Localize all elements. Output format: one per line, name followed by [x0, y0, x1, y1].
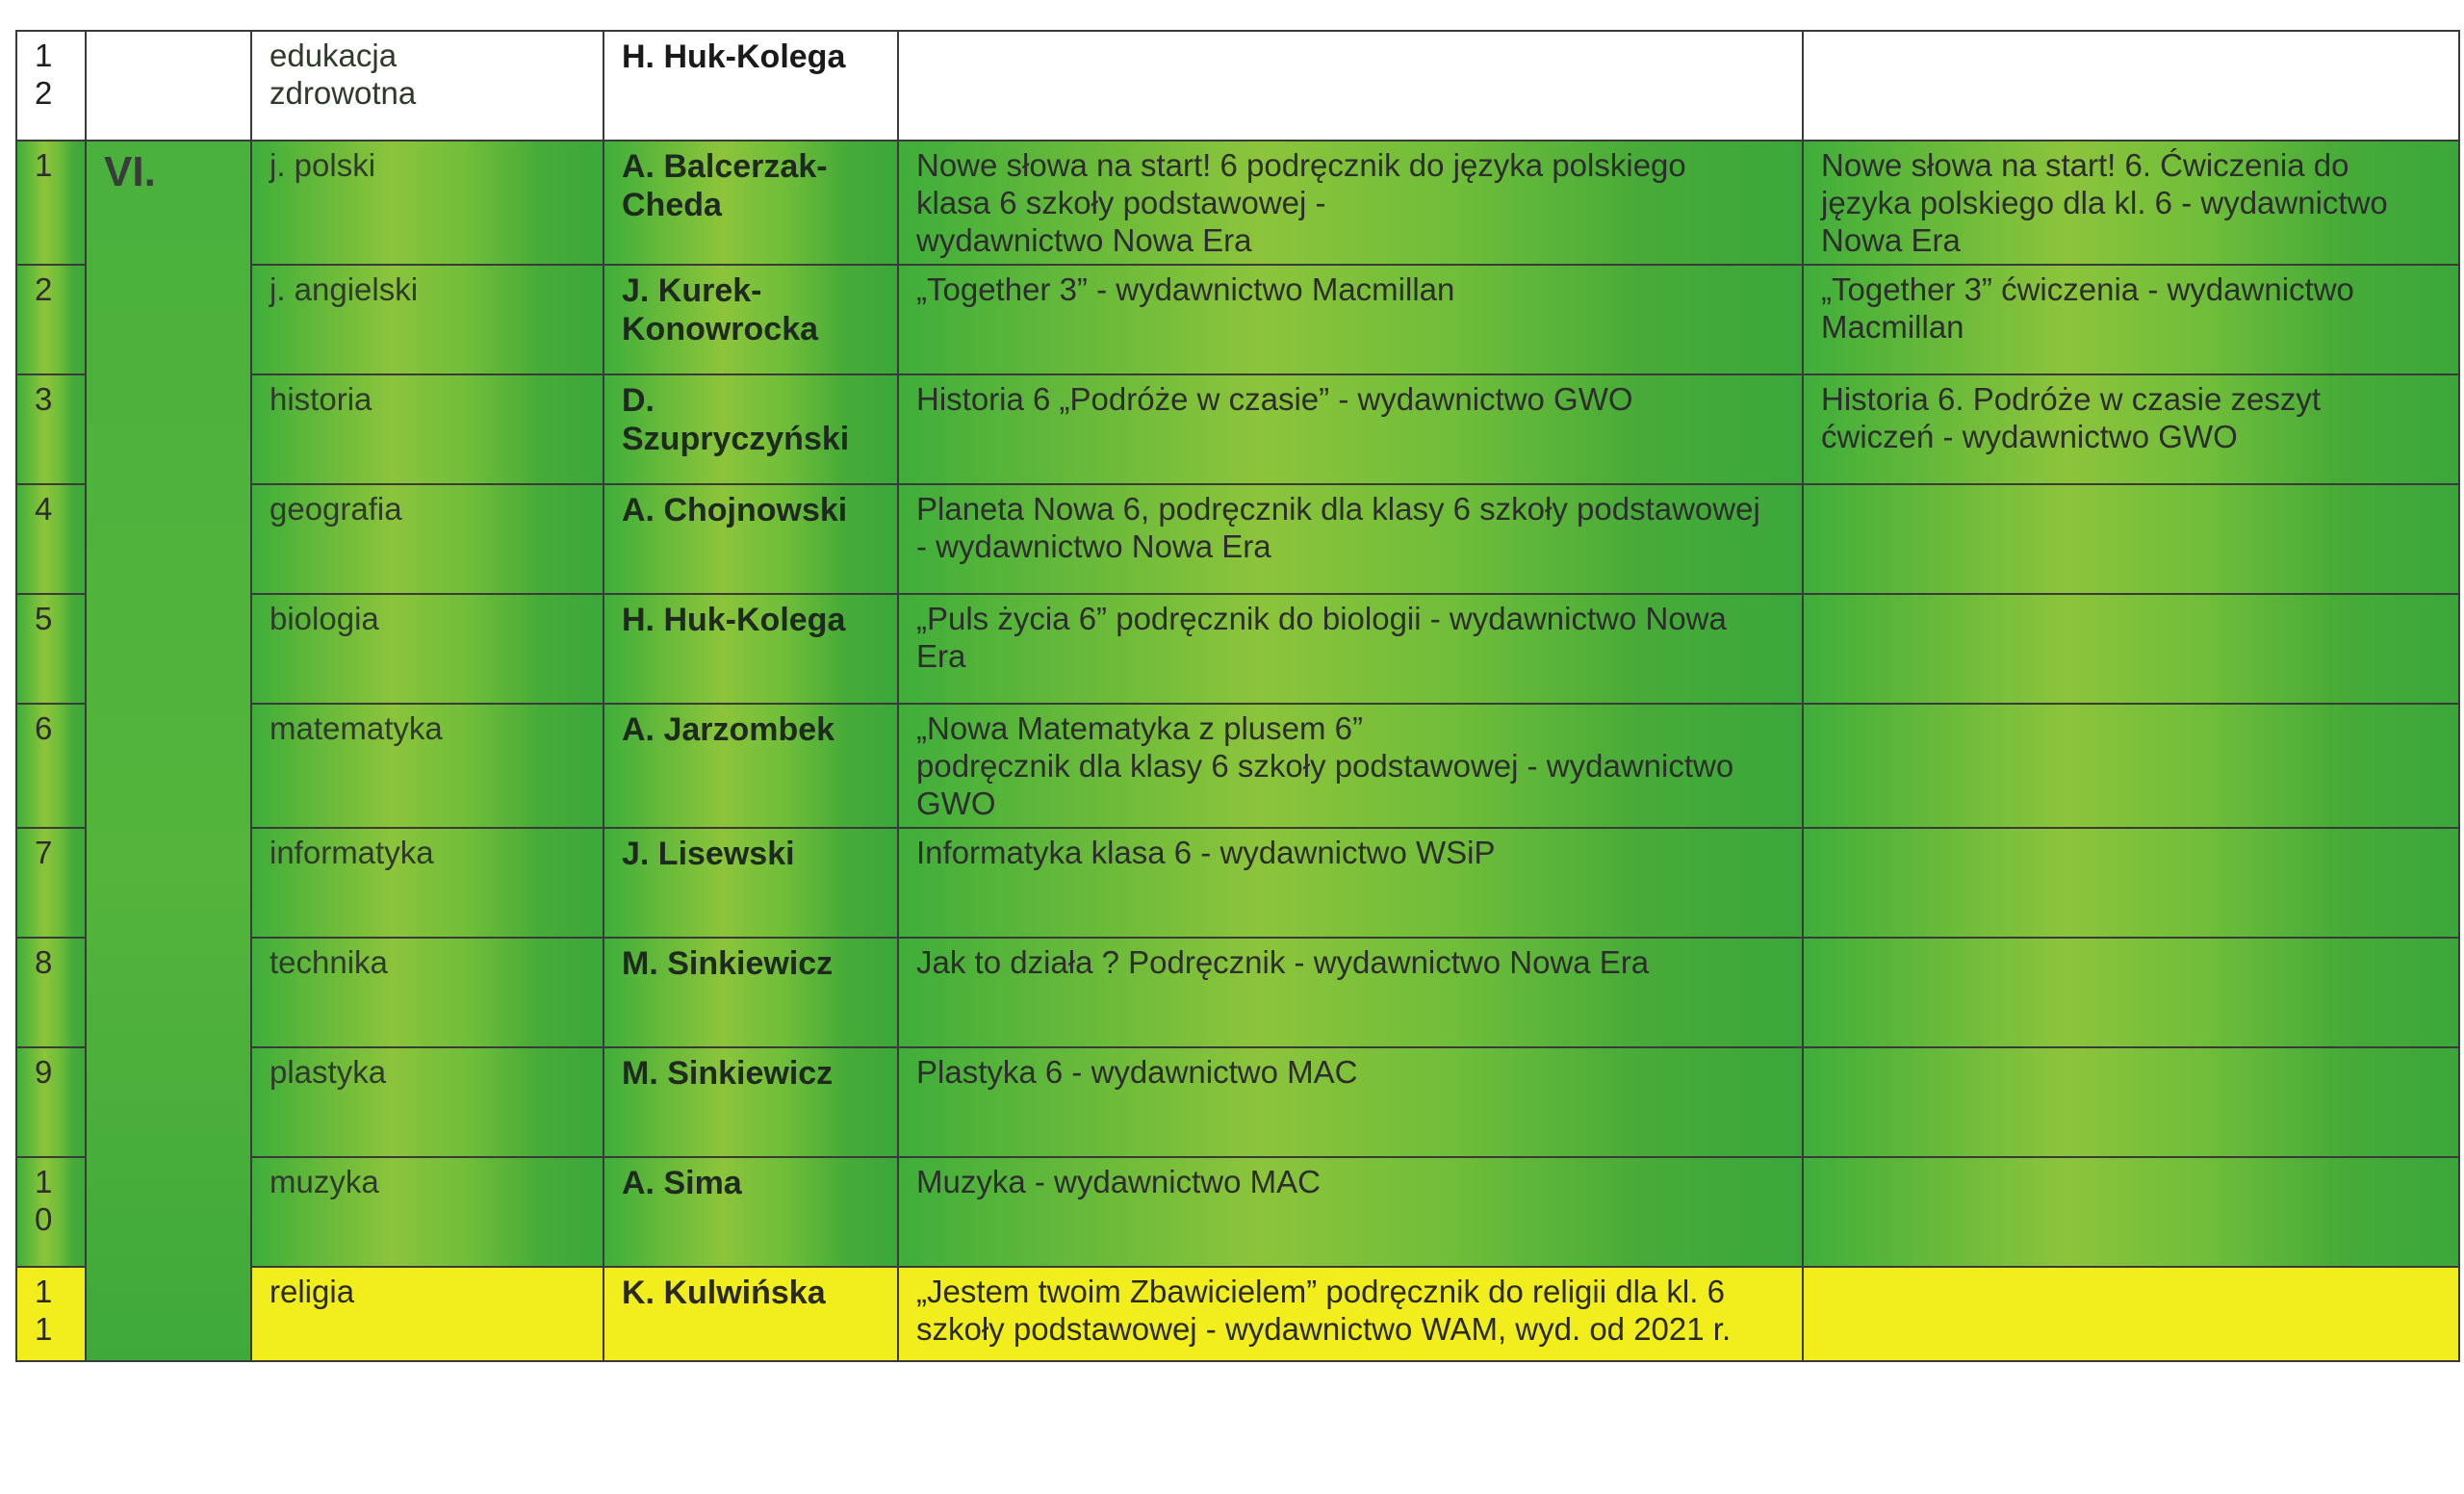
teacher-line: K. Kulwińska	[622, 1274, 826, 1311]
teacher-line: M. Sinkiewicz	[622, 1054, 834, 1092]
teacher-line: A. Jarzombek	[622, 710, 835, 748]
textbook-line: Planeta Nowa 6, podręcznik dla klasy 6 szkoły podstawowej	[916, 490, 1760, 527]
teacher-cell	[603, 374, 898, 484]
subject-cell: muzyka	[251, 1157, 603, 1267]
textbook-line: Historia 6 „Podróże w czasie” - wydawnictwo GWO	[916, 380, 1633, 417]
subject-cell: matematyka	[251, 704, 603, 828]
table-row	[16, 141, 2459, 265]
textbook-line: Muzyka - wydawnictwo MAC	[916, 1163, 1321, 1199]
row-number: 10	[16, 1157, 86, 1267]
exercises-line: języka polskiego dla kl. 6 - wydawnictwo	[1821, 184, 2388, 220]
teacher-cell	[603, 1157, 898, 1267]
table-row	[16, 828, 2459, 938]
row-number: 3	[16, 374, 86, 484]
exercises-cell	[1803, 141, 2459, 265]
row-number: 7	[16, 828, 86, 938]
teacher-line: A. Balcerzak-	[622, 148, 828, 185]
teacher-cell	[603, 938, 898, 1047]
subject-line: edukacja	[270, 38, 398, 73]
textbook-cell	[898, 31, 1803, 141]
textbook-cell	[898, 265, 1803, 374]
textbook-cell	[898, 484, 1803, 594]
table-row	[16, 31, 2459, 141]
exercises-cell	[1803, 1267, 2459, 1361]
subject-cell: j. polski	[251, 141, 603, 265]
exercises-cell	[1803, 31, 2459, 141]
teacher-line: J. Kurek-	[622, 271, 762, 309]
teacher-line: Konowrocka	[622, 310, 819, 348]
exercises-cell	[1803, 938, 2459, 1047]
textbook-line: klasa 6 szkoły podstawowej -	[916, 184, 1326, 220]
subject-cell: technika	[251, 938, 603, 1047]
table-row	[16, 704, 2459, 828]
textbook-line: Jak to działa ? Podręcznik - wydawnictwo Nowa Era	[916, 943, 1650, 980]
row-number: 2	[16, 265, 86, 374]
textbook-table	[15, 30, 2460, 1362]
teacher-cell: H. Huk-Kolega	[603, 31, 898, 141]
exercises-cell	[1803, 484, 2459, 594]
subject-cell: plastyka	[251, 1047, 603, 1157]
exercises-line: Historia 6. Podróże w czasie zeszyt	[1821, 380, 2322, 417]
textbook-cell	[898, 374, 1803, 484]
teacher-cell	[603, 484, 898, 594]
table-row	[16, 594, 2459, 704]
row-number: 9	[16, 1047, 86, 1157]
textbook-cell	[898, 594, 1803, 704]
teacher-cell	[603, 1047, 898, 1157]
subject-line: zdrowotna	[270, 74, 417, 111]
textbook-line: Informatyka klasa 6 - wydawnictwo WSiP	[916, 834, 1496, 870]
table-row	[16, 265, 2459, 374]
teacher-line: J. Lisewski	[622, 835, 795, 872]
table-row	[16, 1047, 2459, 1157]
table-row	[16, 1267, 2459, 1361]
class-label: VI.	[86, 141, 251, 1361]
subject-cell: informatyka	[251, 828, 603, 938]
exercises-line: Nowa Era	[1821, 221, 1961, 258]
exercises-line: ćwiczeń - wydawnictwo GWO	[1821, 418, 2238, 454]
exercises-line: Macmillan	[1821, 308, 1964, 345]
textbook-line: „Together 3” - wydawnictwo Macmillan	[916, 270, 1455, 307]
textbook-line: „Puls życia 6” podręcznik do biologii - wydawnictwo Nowa	[916, 600, 1727, 636]
textbook-line: szkoły podstawowej - wydawnictwo WAM, wyd. od 2021 r.	[916, 1310, 1732, 1347]
exercises-cell	[1803, 265, 2459, 374]
row-number: 11	[16, 1267, 86, 1361]
textbook-cell	[898, 704, 1803, 828]
textbook-line: Nowe słowa na start! 6 podręcznik do języka polskiego	[916, 147, 1686, 183]
row-number: 6	[16, 704, 86, 828]
textbook-cell	[898, 1157, 1803, 1267]
exercises-line: Nowe słowa na start! 6. Ćwiczenia do	[1821, 147, 2349, 183]
teacher-cell	[603, 594, 898, 704]
textbook-cell	[898, 828, 1803, 938]
row-number: 5	[16, 594, 86, 704]
textbook-line: GWO	[916, 785, 996, 821]
teacher-cell	[603, 704, 898, 828]
subject-cell	[251, 31, 603, 141]
teacher-line: D.	[622, 381, 654, 419]
textbook-cell	[898, 1047, 1803, 1157]
subject-cell: historia	[251, 374, 603, 484]
subject-cell: biologia	[251, 594, 603, 704]
teacher-line: H. Huk-Kolega	[622, 601, 846, 638]
class-cell	[86, 31, 251, 141]
textbook-cell	[898, 1267, 1803, 1361]
subject-cell: j. angielski	[251, 265, 603, 374]
textbook-line: Plastyka 6 - wydawnictwo MAC	[916, 1053, 1358, 1090]
textbook-line: podręcznik dla klasy 6 szkoły podstawowej - wydawnictwo	[916, 747, 1734, 784]
textbook-cell	[898, 938, 1803, 1047]
textbook-line: wydawnictwo Nowa Era	[916, 221, 1252, 258]
textbook-line: Era	[916, 637, 966, 674]
exercises-line: „Together 3” ćwiczenia - wydawnictwo	[1821, 270, 2354, 307]
table-row	[16, 1157, 2459, 1267]
exercises-cell	[1803, 594, 2459, 704]
teacher-line: Cheda	[622, 187, 722, 224]
exercises-cell	[1803, 828, 2459, 938]
textbook-line: „Nowa Matematyka z plusem 6”	[916, 709, 1363, 746]
row-number: 4	[16, 484, 86, 594]
table-row	[16, 938, 2459, 1047]
teacher-line: A. Chojnowski	[622, 491, 848, 528]
teacher-line: A. Sima	[622, 1164, 742, 1201]
exercises-cell	[1803, 1157, 2459, 1267]
teacher-cell	[603, 828, 898, 938]
teacher-cell	[603, 265, 898, 374]
teacher-cell	[603, 141, 898, 265]
teacher-line: Szupryczyński	[622, 420, 850, 457]
textbook-cell	[898, 141, 1803, 265]
exercises-cell	[1803, 704, 2459, 828]
textbook-line: „Jestem twoim Zbawicielem” podręcznik do religii dla kl. 6	[916, 1273, 1725, 1309]
row-number: 12	[16, 31, 86, 141]
row-number: 8	[16, 938, 86, 1047]
textbook-line: - wydawnictwo Nowa Era	[916, 528, 1271, 564]
teacher-line: M. Sinkiewicz	[622, 944, 834, 982]
subject-cell: geografia	[251, 484, 603, 594]
row-number: 1	[16, 141, 86, 265]
subject-cell: religia	[251, 1267, 603, 1361]
exercises-cell	[1803, 1047, 2459, 1157]
exercises-cell	[1803, 374, 2459, 484]
teacher-cell	[603, 1267, 898, 1361]
table-row	[16, 484, 2459, 594]
table-row	[16, 374, 2459, 484]
